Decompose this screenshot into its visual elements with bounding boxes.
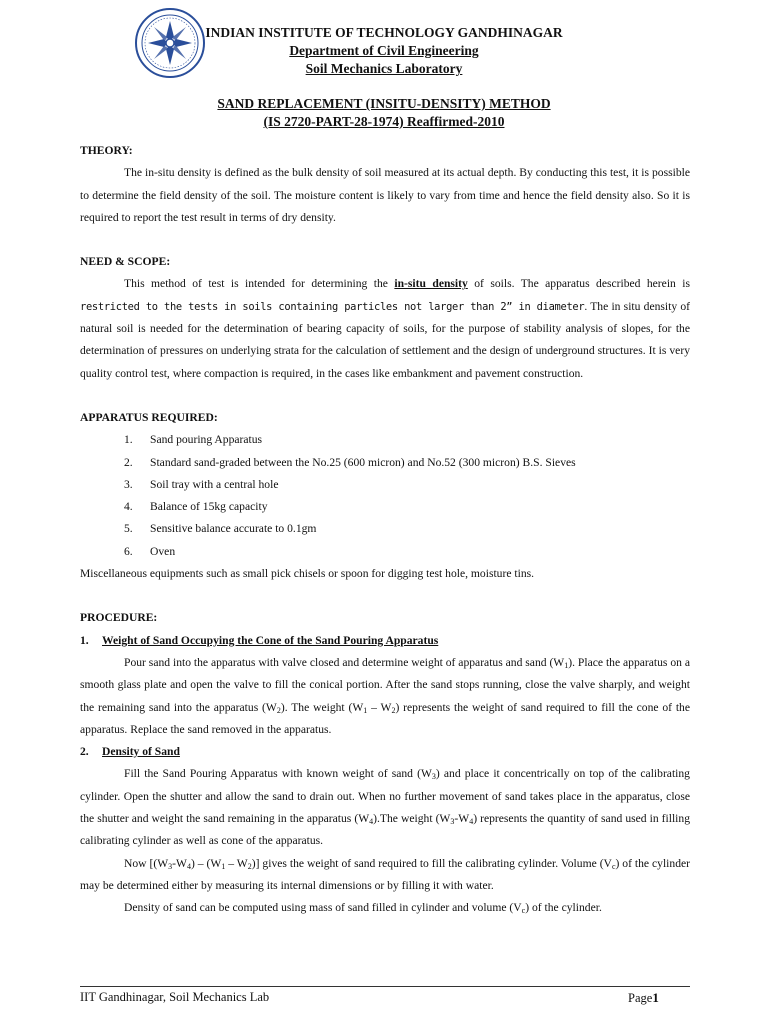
- apparatus-heading: APPARATUS REQUIRED:: [80, 410, 218, 424]
- procedure-step-2-paragraph: Fill the Sand Pouring Apparatus with known weight of sand $(W_3)$ and place it concentrically on top of the calibrating cylinder. Open the shutter and allow the sand to drain out. When no further movement of sand takes place in the apparatus, close the shutter and weight the sand remaining in the apparatus $(W_4).The$ weight $(W_3-W_4)$ represents the quantity of sand used in filling calibrating cylinder as well as cone of the apparatus.: [80, 767, 690, 848]
- department-name: Department of Civil Engineering: [289, 43, 479, 58]
- footer-divider: [80, 986, 690, 987]
- lab-name: Soil Mechanics Laboratory: [305, 61, 463, 76]
- list-item: 4. Balance of 15kg capacity: [124, 500, 268, 514]
- theory-heading: THEORY:: [80, 144, 133, 157]
- apparatus-list: [80, 429, 690, 563]
- list-item: 3. Soil tray with a central hole: [124, 477, 279, 491]
- procedure-calibration-paragraph: Now $[(W_3-W_4) - (W_1 - W_2)]$ gives the weight of sand required to fill the calibrating cylinder. Volume $(V_c)$ of the cylinder may be determined either by measuring its internal dimensions or by filling it with water.: [80, 856, 691, 892]
- scope-heading: NEED & SCOPE:: [80, 255, 171, 269]
- procedure-density-paragraph: Density of sand can be computed using mass of sand filled in cylinder and volume $(V_c)$ of the cylinder.: [124, 901, 602, 916]
- list-item: 1. Sand pouring Apparatus: [124, 433, 263, 447]
- document-body: [80, 140, 690, 920]
- footer-lab-name: IIT Gandhinagar, Soil Mechanics Lab: [80, 990, 270, 1004]
- procedure-step-2-title: 2. Density of Sand: [80, 745, 180, 759]
- procedure-step-1-title: 1. Weight of Sand Occupying the Cone of the Sand Pouring Apparatus: [80, 633, 439, 647]
- procedure-heading: PROCEDURE:: [80, 611, 158, 625]
- standard-reference: (IS 2720-PART-28-1974) Reaffirmed-2010: [263, 114, 505, 129]
- in-situ-density-term: in-situ density: [394, 277, 468, 291]
- procedure-step-1-paragraph: Pour sand into the apparatus with valve closed and determine weight of apparatus and sand $(W_1)$. Place the apparatus on a smooth glass plate and open the valve to fill the conical portion. After the sand stops running, close the valve sharply, and weight the remaining sand into the apparatus $(W_2)$. The weight $(W_1 - W_2)$ represents the weight of sand required to fill the cone of the apparatus. Replace the sand removed in the apparatus.: [80, 655, 690, 736]
- institute-name: INDIAN INSTITUTE OF TECHNOLOGY GANDHINAGAR: [205, 25, 563, 40]
- list-item: 2. Standard sand-graded between the No.25 (600 micron) and No.52 (300 micron) B.S. Sieves: [124, 455, 576, 469]
- page-number: Page1: [628, 990, 659, 1005]
- misc-equipment-note: Miscellaneous equipments such as small pick chisels or spoon for digging test hole, moisture tins.: [80, 567, 535, 581]
- list-item: 5. Sensitive balance accurate to 0.1gm: [124, 522, 317, 536]
- scope-restriction-text: restricted to the tests in soils containing particles not larger than 2” in diameter: [80, 300, 585, 313]
- document-title: SAND REPLACEMENT (INSITU-DENSITY) METHOD: [217, 96, 551, 111]
- theory-paragraph: The in-situ density is defined as the bulk density of soil measured at its actual depth. By conducting this test, it is possible to determine the field density of the soil. The moisture content is likely to vary from time and hence the field density also. So it is required to report the test result in terms of dry density.: [80, 166, 690, 224]
- list-item: 6. Oven: [124, 544, 176, 558]
- scope-paragraph: This method of test is intended for determining the in-situ density of soils. The apparatus described herein is restricted to the tests in soils containing particles not larger than 2” in diameter. The in situ density of natural soil is needed for the determination of bearing capacity of soils, for the purpose of stability analysis of slopes, for the determination of pressures on underlying strata for the calculation of settlement and the design of underground structures. It is very quality control test, where compaction is required, in the cases like embankment and pavement construction.: [80, 277, 691, 380]
